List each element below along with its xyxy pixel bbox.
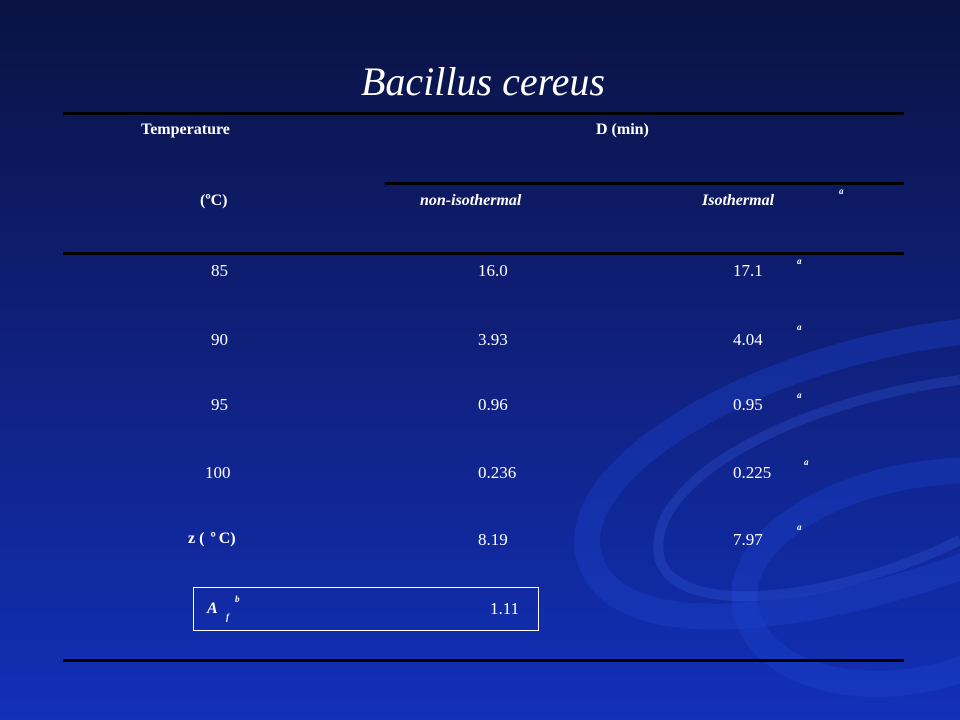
non-isothermal-cell: 0.236 — [478, 463, 517, 482]
non-isothermal-cell: 3.93 — [478, 330, 508, 349]
af-symbol: A — [207, 600, 218, 617]
header-temperature: Temperature — [141, 121, 230, 138]
af-footnote: b — [235, 594, 240, 604]
table-top-rule — [63, 112, 904, 115]
header-non-isothermal: non-isothermal — [420, 192, 522, 209]
degree-symbol: º — [210, 530, 216, 547]
non-isothermal-cell: 0.96 — [478, 395, 508, 414]
temperature-cell: 90 — [211, 330, 228, 349]
z-non-isothermal: 8.19 — [478, 530, 508, 549]
z-isothermal-footnote: a — [797, 522, 802, 532]
isothermal-cell: 0.95 — [733, 395, 763, 414]
z-label-prefix: z ( — [188, 530, 205, 547]
isothermal-cell: 17.1 — [733, 261, 763, 280]
af-value: 1.11 — [490, 599, 520, 618]
isothermal-footnote: a — [797, 322, 802, 332]
non-isothermal-cell: 16.0 — [478, 261, 508, 280]
z-isothermal: 7.97 — [733, 530, 763, 549]
temperature-cell: 95 — [211, 395, 228, 414]
temperature-cell: 100 — [205, 463, 231, 482]
temperature-cell: 85 — [211, 261, 228, 280]
header-isothermal-footnote: a — [839, 186, 844, 196]
isothermal-footnote: a — [797, 256, 802, 266]
header-d-min: D (min) — [596, 121, 649, 138]
af-row-box — [193, 587, 539, 631]
slide-title: Bacillus cereus — [360, 59, 605, 104]
isothermal-footnote: a — [804, 457, 809, 467]
d-min-subheader-rule — [385, 182, 904, 185]
header-isothermal: Isothermal — [702, 192, 775, 209]
z-label — [188, 530, 236, 548]
isothermal-footnote: a — [797, 390, 802, 400]
header-unit: (ºC) — [200, 192, 228, 209]
header-bottom-rule — [63, 252, 904, 255]
table-bottom-rule — [63, 659, 904, 662]
z-label-suffix: C) — [218, 530, 236, 547]
af-subscript: f — [226, 612, 229, 622]
isothermal-cell: 0.225 — [733, 463, 772, 482]
isothermal-cell: 4.04 — [733, 330, 763, 349]
